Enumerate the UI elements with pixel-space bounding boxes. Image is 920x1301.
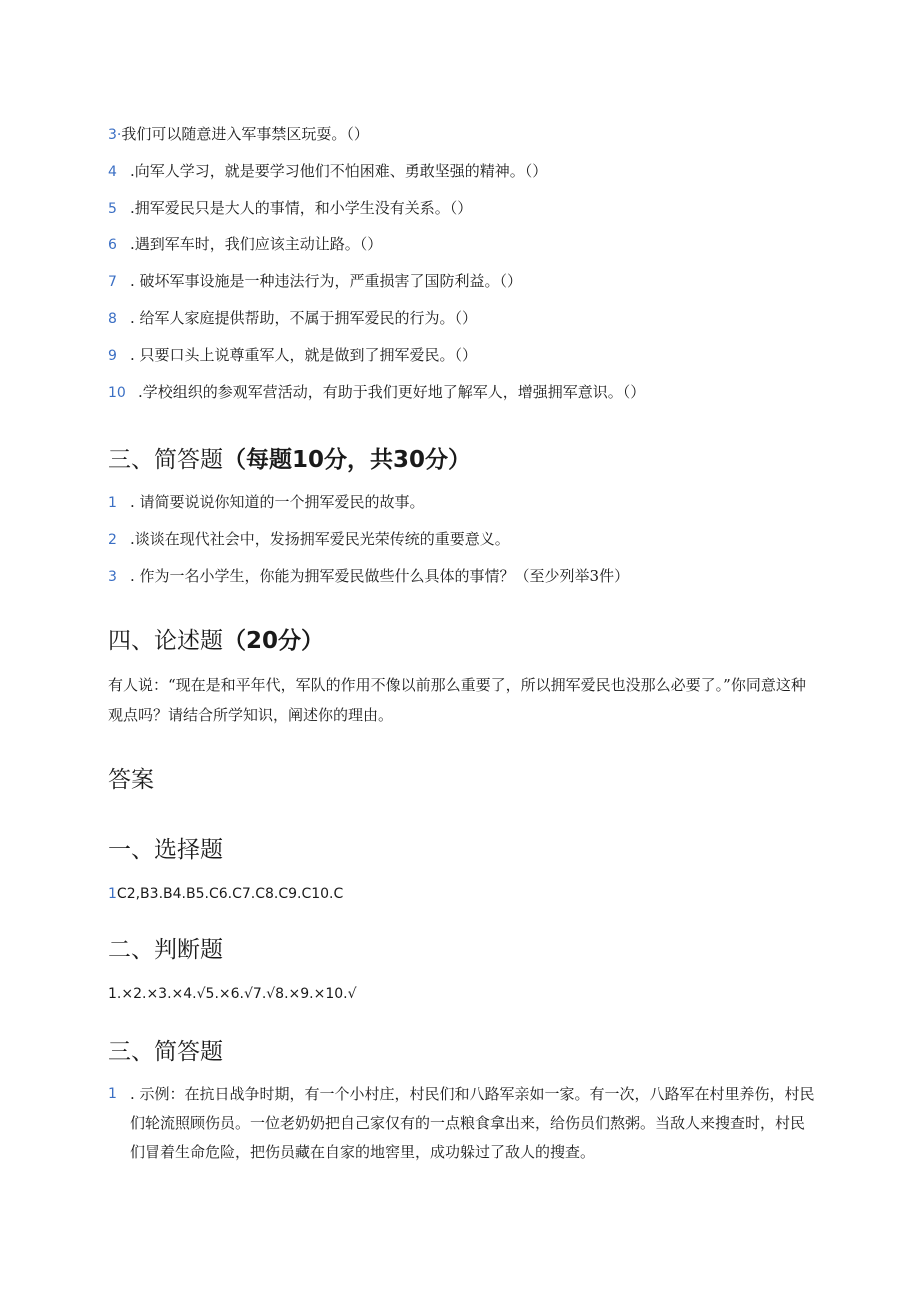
short-question-1 xyxy=(108,492,425,513)
item-text: .遇到军车时，我们应该主动让路。（） xyxy=(130,235,383,253)
answers-choice-heading: 一、选择题 xyxy=(108,837,223,863)
item-number: 9 xyxy=(108,348,117,364)
item-number: 3· xyxy=(108,127,122,143)
short-question-2 xyxy=(108,529,510,550)
short-answer-text: . 示例：在抗日战争时期，有一个小村庄，村民们和八路军亲如一家。有一次，八路军在村里养伤，村民们轮流照顾伤员。一位老奶奶把自己家仅有的一点粮食拿出来，给伤员们熬粥。当敌人来搜查时，村民们冒着生命危险，把伤员藏在自家的地窖里，成功躲过了敌人的搜查。 xyxy=(130,1085,815,1161)
answers-title: 答案 xyxy=(108,767,154,793)
item-text: . 只要口头上说尊重军人，就是做到了拥军爱民。（） xyxy=(130,346,478,364)
item-number: 3 xyxy=(108,569,117,585)
judgment-item-8 xyxy=(108,308,477,329)
item-number: 2 xyxy=(108,532,117,548)
answers-short-heading: 三、简答题 xyxy=(108,1039,223,1065)
item-number: 1 xyxy=(108,495,117,511)
section3-heading-prefix: 三、简答题 xyxy=(108,447,223,473)
short-answer-1 xyxy=(108,1080,818,1167)
judgment-item-4 xyxy=(108,161,547,182)
judge-answers: 1.×2.×3.×4.√5.×6.√7.√8.×9.×10.√ xyxy=(108,986,357,1002)
item-text: . 破坏军事设施是一种违法行为，严重损害了国防利益。（） xyxy=(130,272,523,290)
judgment-item-7 xyxy=(108,271,522,292)
section4-heading xyxy=(108,626,324,656)
judgment-item-9 xyxy=(108,345,477,366)
section3-heading-score: （每题10分，共30分） xyxy=(223,447,472,473)
section3-heading xyxy=(108,445,471,475)
choice-answers xyxy=(108,884,343,904)
item-number: 10 xyxy=(108,385,126,401)
item-number: 7 xyxy=(108,274,117,290)
item-text: 我们可以随意进入军事禁区玩耍。（） xyxy=(121,125,369,143)
item-text: . 请简要说说你知道的一个拥军爱民的故事。 xyxy=(130,493,425,511)
item-text: . 作为一名小学生，你能为拥军爱民做些什么具体的事情？（至少列举3件） xyxy=(130,567,630,585)
judgment-item-3 xyxy=(108,124,369,145)
short-question-3 xyxy=(108,566,629,587)
item-number: 1 xyxy=(108,1086,117,1102)
item-text: .谈谈在现代社会中，发扬拥军爱民光荣传统的重要意义。 xyxy=(130,530,510,548)
choice-answers-first-number: 1 xyxy=(108,886,117,902)
section4-heading-score: （20分） xyxy=(223,628,325,654)
item-text: .学校组织的参观军营活动，有助于我们更好地了解军人，增强拥军意识。（） xyxy=(138,383,646,401)
item-text: . 给军人家庭提供帮助，不属于拥军爱民的行为。（） xyxy=(130,309,478,327)
item-text: .拥军爱民只是大人的事情，和小学生没有关系。（） xyxy=(130,199,473,217)
item-number: 6 xyxy=(108,237,117,253)
judgment-item-5 xyxy=(108,198,472,219)
answers-judge-heading: 二、判断题 xyxy=(108,937,223,963)
judgment-item-6 xyxy=(108,234,382,255)
item-number: 4 xyxy=(108,164,117,180)
essay-question: 有人说：“现在是和平年代，军队的作用不像以前那么重要了，所以拥军爱民也没那么必要了。”你同意这种观点吗？请结合所学知识，阐述你的理由。 xyxy=(108,676,806,724)
judgment-item-10 xyxy=(108,382,645,403)
item-text: .向军人学习，就是要学习他们不怕困难、勇敢坚强的精神。（） xyxy=(130,162,548,180)
choice-answers-text: C2,B3.B4.B5.C6.C7.C8.C9.C10.C xyxy=(116,886,344,902)
section4-heading-prefix: 四、论述题 xyxy=(108,628,223,654)
item-number: 5 xyxy=(108,201,117,217)
item-number: 8 xyxy=(108,311,117,327)
